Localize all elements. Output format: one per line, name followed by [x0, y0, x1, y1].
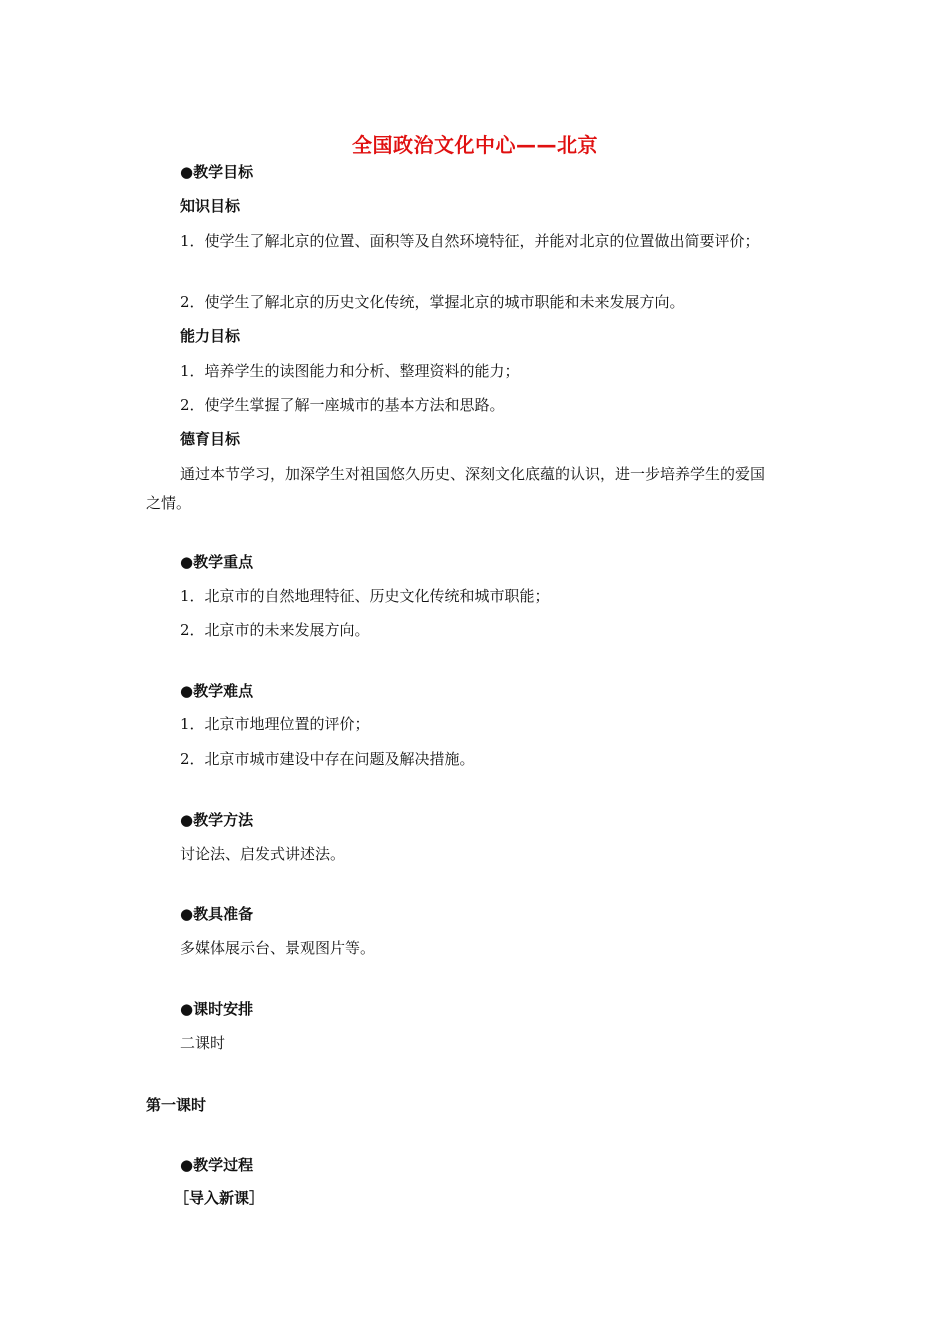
materials-heading: ●教具准备	[180, 905, 254, 923]
schedule-text: 二课时	[180, 1034, 226, 1052]
moral-objectives-heading: 德育目标	[180, 430, 241, 448]
ability-item-2: 2．使学生掌握了解一座城市的基本方法和思路。	[180, 396, 505, 414]
difficulty-item-1: 1．北京市地理位置的评价；	[180, 715, 370, 733]
methods-text: 讨论法、启发式讲述法。	[180, 845, 346, 863]
objectives-heading: ●教学目标	[180, 163, 254, 181]
moral-objectives-text: 通过本节学习，加深学生对祖国悠久历史、深刻文化底蕴的认识，进一步培养学生的爱国之情。	[146, 465, 766, 512]
difficulty-item-2: 2．北京市城市建设中存在问题及解决措施。	[180, 750, 475, 768]
ability-item-1: 1．培养学生的读图能力和分析、整理资料的能力；	[180, 362, 520, 380]
knowledge-item-2: 2．使学生了解北京的历史文化传统，掌握北京的城市职能和未来发展方向。	[180, 293, 685, 311]
process-subheading: ［导入新课］	[174, 1189, 265, 1207]
methods-heading: ●教学方法	[180, 811, 254, 829]
key-points-heading: ●教学重点	[180, 553, 254, 571]
ability-objectives-heading: 能力目标	[180, 327, 241, 345]
key-point-item-1: 1．北京市的自然地理特征、历史文化传统和城市职能；	[180, 587, 550, 605]
knowledge-objectives-heading: 知识目标	[180, 197, 241, 215]
schedule-heading: ●课时安排	[180, 1000, 254, 1018]
process-heading: ●教学过程	[180, 1156, 254, 1174]
key-point-item-2: 2．北京市的未来发展方向。	[180, 621, 370, 639]
difficulties-heading: ●教学难点	[180, 682, 254, 700]
lesson-one-heading: 第一课时	[146, 1096, 207, 1114]
materials-text: 多媒体展示台、景观图片等。	[180, 939, 376, 957]
knowledge-item-1: 1．使学生了解北京的位置、面积等及自然环境特征，并能对北京的位置做出简要评价；	[180, 232, 760, 250]
document-title: 全国政治文化中心——北京	[352, 133, 598, 157]
